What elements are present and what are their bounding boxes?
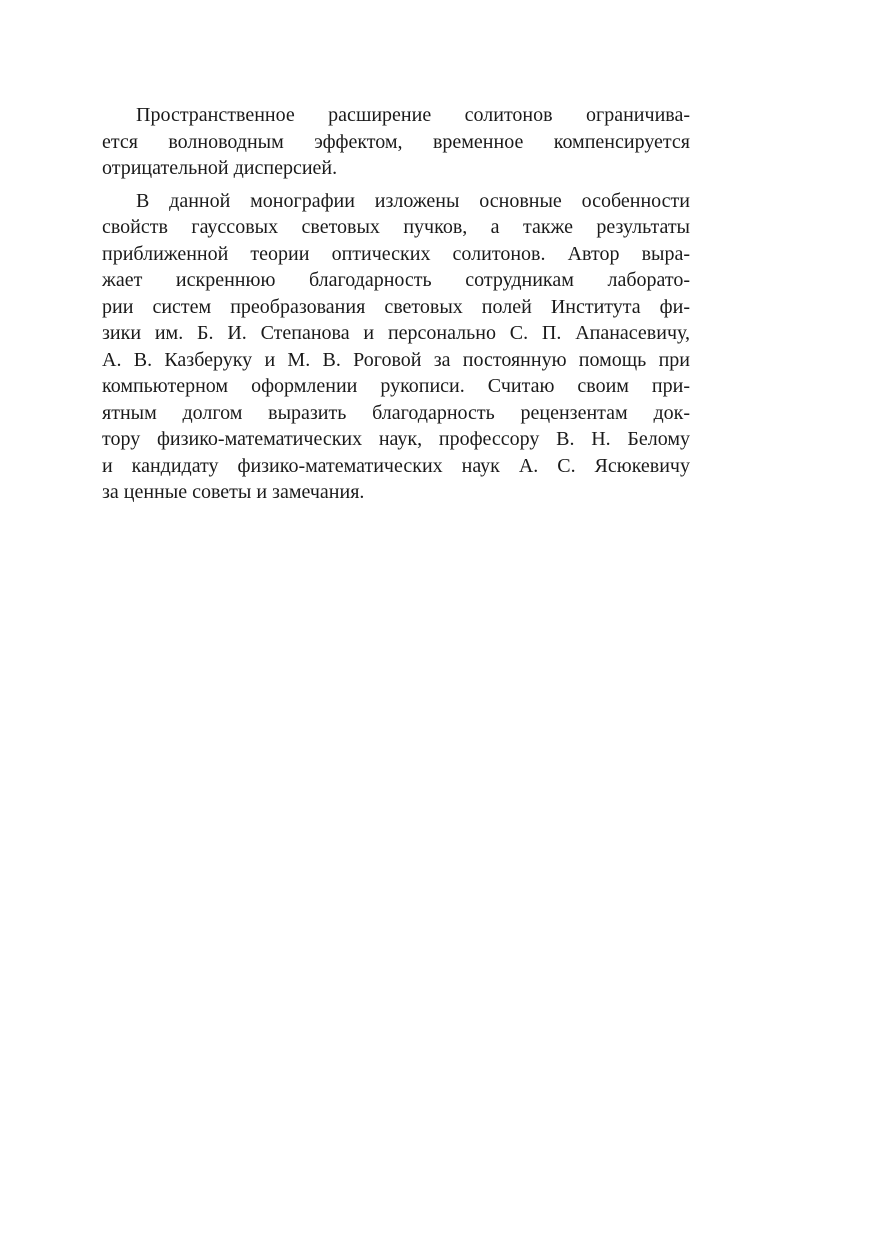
paragraph-line: Пространственное расширение солитонов ограничива- xyxy=(136,104,690,126)
paragraph-line: зики им. Б. И. Степанова и персонально С. П. Апанасевичу, xyxy=(102,322,690,344)
paragraph-line: рии систем преобразования световых полей Института фи- xyxy=(102,295,690,318)
paragraph-line: за ценные советы и замечания. xyxy=(102,481,365,503)
paragraph-line: и кандидату физико-математических наук А. С. Ясюкевичу xyxy=(102,454,690,477)
paragraph-line: В данной монографии изложены основные особенности xyxy=(136,189,690,212)
paragraph-line: свойств гауссовых световых пучков, а также результаты xyxy=(102,216,690,238)
paragraph-2 xyxy=(102,188,690,506)
paragraph-line: тору физико-математических наук, профессору В. Н. Белому xyxy=(102,428,690,450)
paragraph-line: ятным долгом выразить благодарность рецензентам док- xyxy=(102,401,690,424)
paragraph-line: А. В. Казберуку и М. В. Роговой за постоянную помощь при xyxy=(102,348,690,371)
paragraph-line: ется волноводным эффектом, временное компенсируется xyxy=(102,130,690,153)
paragraph-line: жает искреннюю благодарность сотрудникам лаборато- xyxy=(102,269,690,291)
body-text xyxy=(102,102,690,506)
paragraph-line: приближенной теории оптических солитонов. Автор выра- xyxy=(102,242,690,265)
paragraph-line: отрицательной дисперсией. xyxy=(102,157,338,179)
paragraph-line: компьютерном оформлении рукописи. Считаю своим при- xyxy=(102,375,690,397)
paragraph-1 xyxy=(102,102,690,182)
